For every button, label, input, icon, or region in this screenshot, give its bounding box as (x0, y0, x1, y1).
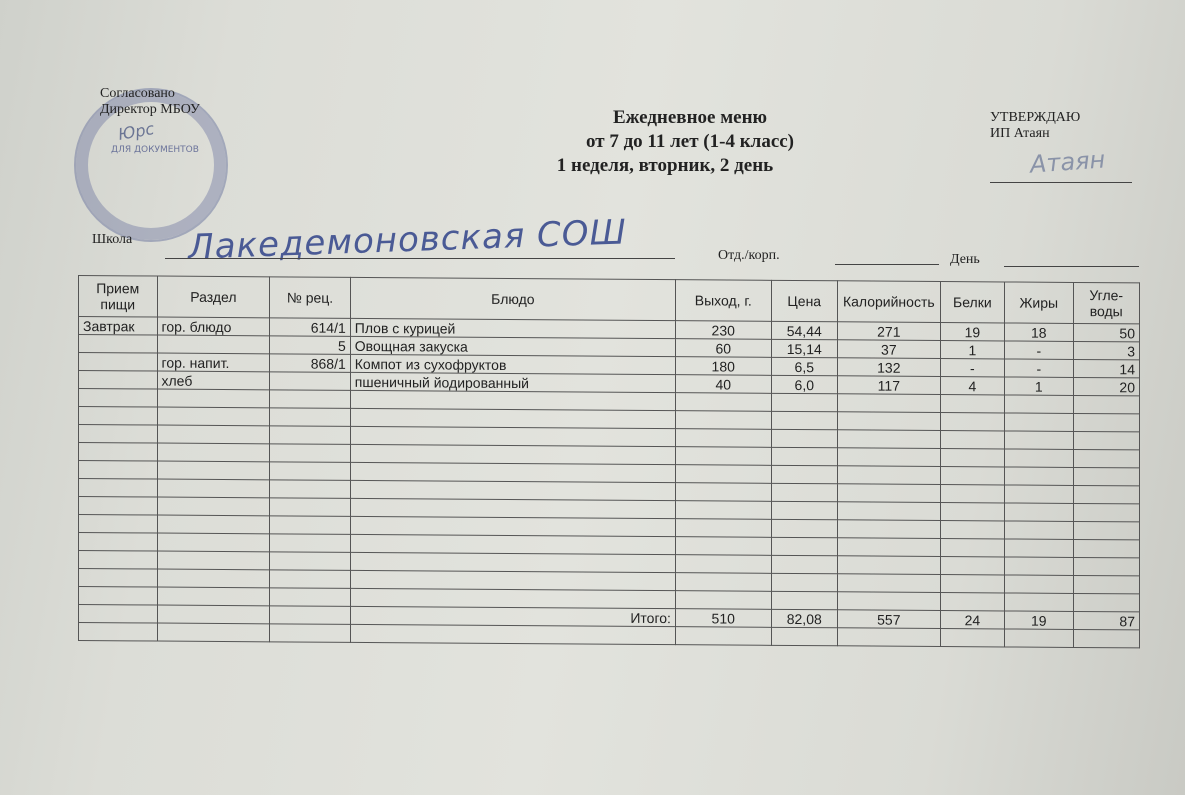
empty-cell (1005, 593, 1073, 611)
empty-cell (1005, 467, 1073, 485)
empty-cell (270, 480, 351, 499)
empty-cell (940, 521, 1004, 539)
empty-cell (771, 483, 837, 501)
empty-cell (837, 448, 940, 467)
empty-cell (350, 570, 675, 590)
menu-table (78, 275, 1140, 648)
school-underline (165, 258, 675, 259)
school-label: Школа (92, 232, 133, 247)
empty-cell (79, 569, 158, 588)
empty-cell (270, 390, 351, 409)
cell-meal (79, 353, 158, 372)
empty-cell (350, 462, 675, 482)
empty-cell (675, 591, 771, 610)
total-label: Итого: (350, 606, 675, 626)
day-label: День (950, 252, 980, 267)
empty-cell (837, 412, 940, 431)
cell-protein: - (940, 359, 1004, 377)
total-yield: 510 (675, 609, 771, 628)
total-price: 82,08 (771, 609, 837, 627)
empty-cell (79, 407, 158, 426)
empty-cell (1073, 431, 1139, 449)
cell-yield: 40 (675, 375, 771, 394)
empty-cell (1073, 557, 1139, 575)
cell-price: 15,14 (771, 339, 837, 357)
empty-cell (157, 389, 270, 408)
empty-cell (675, 483, 771, 502)
cell-recipe: 868/1 (270, 354, 351, 373)
empty-cell (157, 533, 270, 552)
empty-cell (350, 426, 675, 446)
cell-meal (79, 371, 158, 390)
empty-cell (157, 569, 270, 588)
empty-cell (270, 498, 351, 517)
empty-cell (79, 425, 158, 444)
col-header-carbs: Угле-воды (1073, 282, 1139, 323)
empty-cell (675, 393, 771, 412)
empty-cell (270, 552, 351, 571)
empty-cell (771, 555, 837, 573)
empty-cell (270, 426, 351, 445)
empty-cell (270, 588, 351, 607)
cell-calories: 117 (837, 376, 940, 395)
title-line2: от 7 до 11 лет (1-4 класс) (585, 131, 795, 152)
col-header-protein: Белки (940, 282, 1004, 323)
empty-cell (79, 533, 158, 552)
cell-price: 54,44 (771, 321, 837, 339)
empty-cell (270, 624, 351, 643)
empty-cell (837, 502, 940, 521)
empty-cell (79, 389, 158, 408)
col-header-section: Раздел (157, 276, 270, 318)
approval-left-line1: Согласовано (100, 86, 175, 101)
cell-fat: 18 (1005, 323, 1073, 341)
empty-cell (1005, 629, 1073, 647)
approval-left (100, 86, 200, 118)
cell-yield: 60 (675, 339, 771, 358)
empty-cell (837, 484, 940, 503)
empty-cell (837, 466, 940, 485)
empty-cell (837, 574, 940, 593)
empty-cell (940, 503, 1004, 521)
empty-cell (675, 573, 771, 592)
empty-cell (79, 443, 158, 462)
dept-field[interactable] (835, 264, 939, 265)
empty-cell (157, 623, 270, 642)
col-header-fat: Жиры (1005, 282, 1073, 323)
empty-cell (675, 447, 771, 466)
approval-right (990, 110, 1080, 142)
cell-yield: 230 (675, 321, 771, 340)
empty-cell (350, 516, 675, 536)
empty-cell (79, 515, 158, 534)
empty-cell (771, 429, 837, 447)
empty-cell (771, 447, 837, 465)
approval-right-line1: УТВЕРЖДАЮ (990, 110, 1081, 125)
empty-cell (270, 534, 351, 553)
cell-section: хлеб (157, 371, 270, 390)
cell-recipe (270, 372, 351, 391)
cell-fat: - (1005, 359, 1073, 377)
title-line1: Ежедневное меню (612, 107, 768, 128)
empty-cell (940, 593, 1004, 611)
school-field[interactable]: Лакедемоновская СОШ (187, 212, 628, 268)
col-header-price: Цена (771, 280, 837, 321)
empty-cell (771, 537, 837, 555)
empty-cell (837, 628, 940, 647)
empty-cell (1073, 467, 1139, 485)
empty-cell (940, 629, 1004, 647)
cell-recipe: 5 (270, 336, 351, 355)
empty-cell (157, 479, 270, 498)
empty-cell (1005, 413, 1073, 431)
cell-section (157, 335, 270, 354)
empty-cell (1073, 539, 1139, 557)
empty-cell (350, 390, 675, 410)
col-header-dish: Блюдо (350, 277, 675, 320)
empty-cell (350, 480, 675, 500)
cell-protein: 1 (940, 341, 1004, 359)
total-calories: 557 (837, 610, 940, 629)
empty-cell (1005, 431, 1073, 449)
title-line3: 1 неделя, вторник, 2 день (556, 155, 774, 176)
empty-cell (157, 515, 270, 534)
empty-cell (675, 501, 771, 520)
empty-cell (157, 461, 270, 480)
cell-calories: 37 (837, 340, 940, 359)
total-carbs: 87 (1073, 611, 1139, 629)
empty-cell (771, 465, 837, 483)
cell-dish: Плов с курицей (350, 318, 675, 338)
cell-section: гор. блюдо (157, 317, 270, 336)
empty-cell (79, 605, 158, 624)
cell-price: 6,5 (771, 357, 837, 375)
empty-cell (675, 627, 771, 646)
empty-cell (771, 393, 837, 411)
empty-cell (350, 534, 675, 554)
cell-section: гор. напит. (157, 353, 270, 372)
empty-cell (350, 408, 675, 428)
cell-dish: пшеничный йодированный (350, 372, 675, 392)
signature-line (990, 182, 1132, 183)
page-title (500, 106, 880, 178)
empty-cell (837, 538, 940, 557)
empty-cell (79, 479, 158, 498)
total-protein: 24 (940, 611, 1004, 629)
dept-label: Отд./корп. (718, 248, 780, 263)
cell-protein: 4 (940, 377, 1004, 395)
empty-cell (1073, 521, 1139, 539)
empty-cell (771, 573, 837, 591)
empty-cell (157, 443, 270, 462)
empty-cell (940, 449, 1004, 467)
empty-cell (1073, 395, 1139, 413)
day-field[interactable] (1004, 266, 1139, 267)
empty-cell (1005, 539, 1073, 557)
empty-cell (675, 465, 771, 484)
cell-fat: - (1005, 341, 1073, 359)
empty-cell (940, 557, 1004, 575)
empty-cell (940, 539, 1004, 557)
col-header-calories: Калорийность (837, 281, 940, 323)
empty-cell (771, 411, 837, 429)
empty-cell (675, 555, 771, 574)
empty-cell (771, 501, 837, 519)
cell-recipe: 614/1 (270, 318, 351, 337)
empty-cell (270, 606, 351, 625)
empty-cell (157, 605, 270, 624)
approval-right-line2: ИП Атаян (990, 126, 1050, 141)
empty-cell (837, 556, 940, 575)
cell-meal (79, 335, 158, 354)
cell-carbs: 3 (1073, 341, 1139, 359)
empty-cell (350, 624, 675, 644)
empty-cell (771, 627, 837, 645)
empty-cell (157, 497, 270, 516)
empty-cell (157, 587, 270, 606)
col-header-recipe: № рец. (270, 277, 351, 319)
empty-cell (940, 413, 1004, 431)
empty-cell (1005, 395, 1073, 413)
empty-cell (1005, 557, 1073, 575)
empty-cell (675, 537, 771, 556)
cell-calories: 132 (837, 358, 940, 377)
empty-cell (1073, 629, 1139, 647)
empty-cell (1005, 485, 1073, 503)
empty-cell (350, 552, 675, 572)
empty-cell (79, 461, 158, 480)
cell-meal: Завтрак (79, 317, 158, 336)
empty-cell (771, 591, 837, 609)
empty-cell (940, 467, 1004, 485)
empty-cell (1073, 503, 1139, 521)
approver-signature: Атаян (1029, 145, 1107, 179)
empty-cell (1005, 521, 1073, 539)
empty-cell (350, 588, 675, 608)
empty-cell (270, 516, 351, 535)
empty-cell (79, 551, 158, 570)
total-fat: 19 (1005, 611, 1073, 629)
empty-cell (837, 592, 940, 611)
empty-cell (350, 444, 675, 464)
empty-cell (157, 425, 270, 444)
empty-cell (79, 497, 158, 516)
empty-cell (940, 575, 1004, 593)
empty-cell (940, 395, 1004, 413)
empty-cell (157, 407, 270, 426)
cell-calories: 271 (837, 322, 940, 341)
stamp-text: ДЛЯ ДОКУМЕНТОВ (111, 145, 199, 155)
empty-cell (157, 551, 270, 570)
empty-cell (1073, 485, 1139, 503)
empty-cell (771, 519, 837, 537)
empty-cell (1073, 413, 1139, 431)
col-header-meal: Прием пищи (79, 276, 158, 318)
empty-cell (270, 408, 351, 427)
empty-cell (1073, 593, 1139, 611)
cell-yield: 180 (675, 357, 771, 376)
cell-carbs: 14 (1073, 359, 1139, 377)
empty-cell (270, 570, 351, 589)
empty-cell (940, 485, 1004, 503)
empty-cell (1005, 503, 1073, 521)
empty-cell (1005, 575, 1073, 593)
cell-fat: 1 (1005, 377, 1073, 395)
empty-cell (1073, 575, 1139, 593)
empty-cell (675, 429, 771, 448)
cell-carbs: 50 (1073, 323, 1139, 341)
empty-cell (79, 587, 158, 606)
empty-cell (350, 498, 675, 518)
empty-cell (1073, 449, 1139, 467)
empty-cell (837, 394, 940, 413)
empty-cell (837, 430, 940, 449)
empty-cell (675, 519, 771, 538)
cell-carbs: 20 (1073, 377, 1139, 395)
empty-cell (837, 520, 940, 539)
empty-cell (675, 411, 771, 430)
empty-cell (79, 623, 158, 642)
empty-cell (270, 462, 351, 481)
approval-left-line2: Директор МБОУ (100, 102, 200, 117)
empty-cell (940, 431, 1004, 449)
cell-dish: Компот из сухофруктов (350, 354, 675, 374)
cell-price: 6,0 (771, 375, 837, 393)
col-header-yield: Выход, г. (675, 280, 771, 322)
empty-cell (270, 444, 351, 463)
empty-cell (1005, 449, 1073, 467)
cell-dish: Овощная закуска (350, 336, 675, 356)
cell-protein: 19 (940, 323, 1004, 341)
director-signature: Юрс (116, 118, 156, 145)
